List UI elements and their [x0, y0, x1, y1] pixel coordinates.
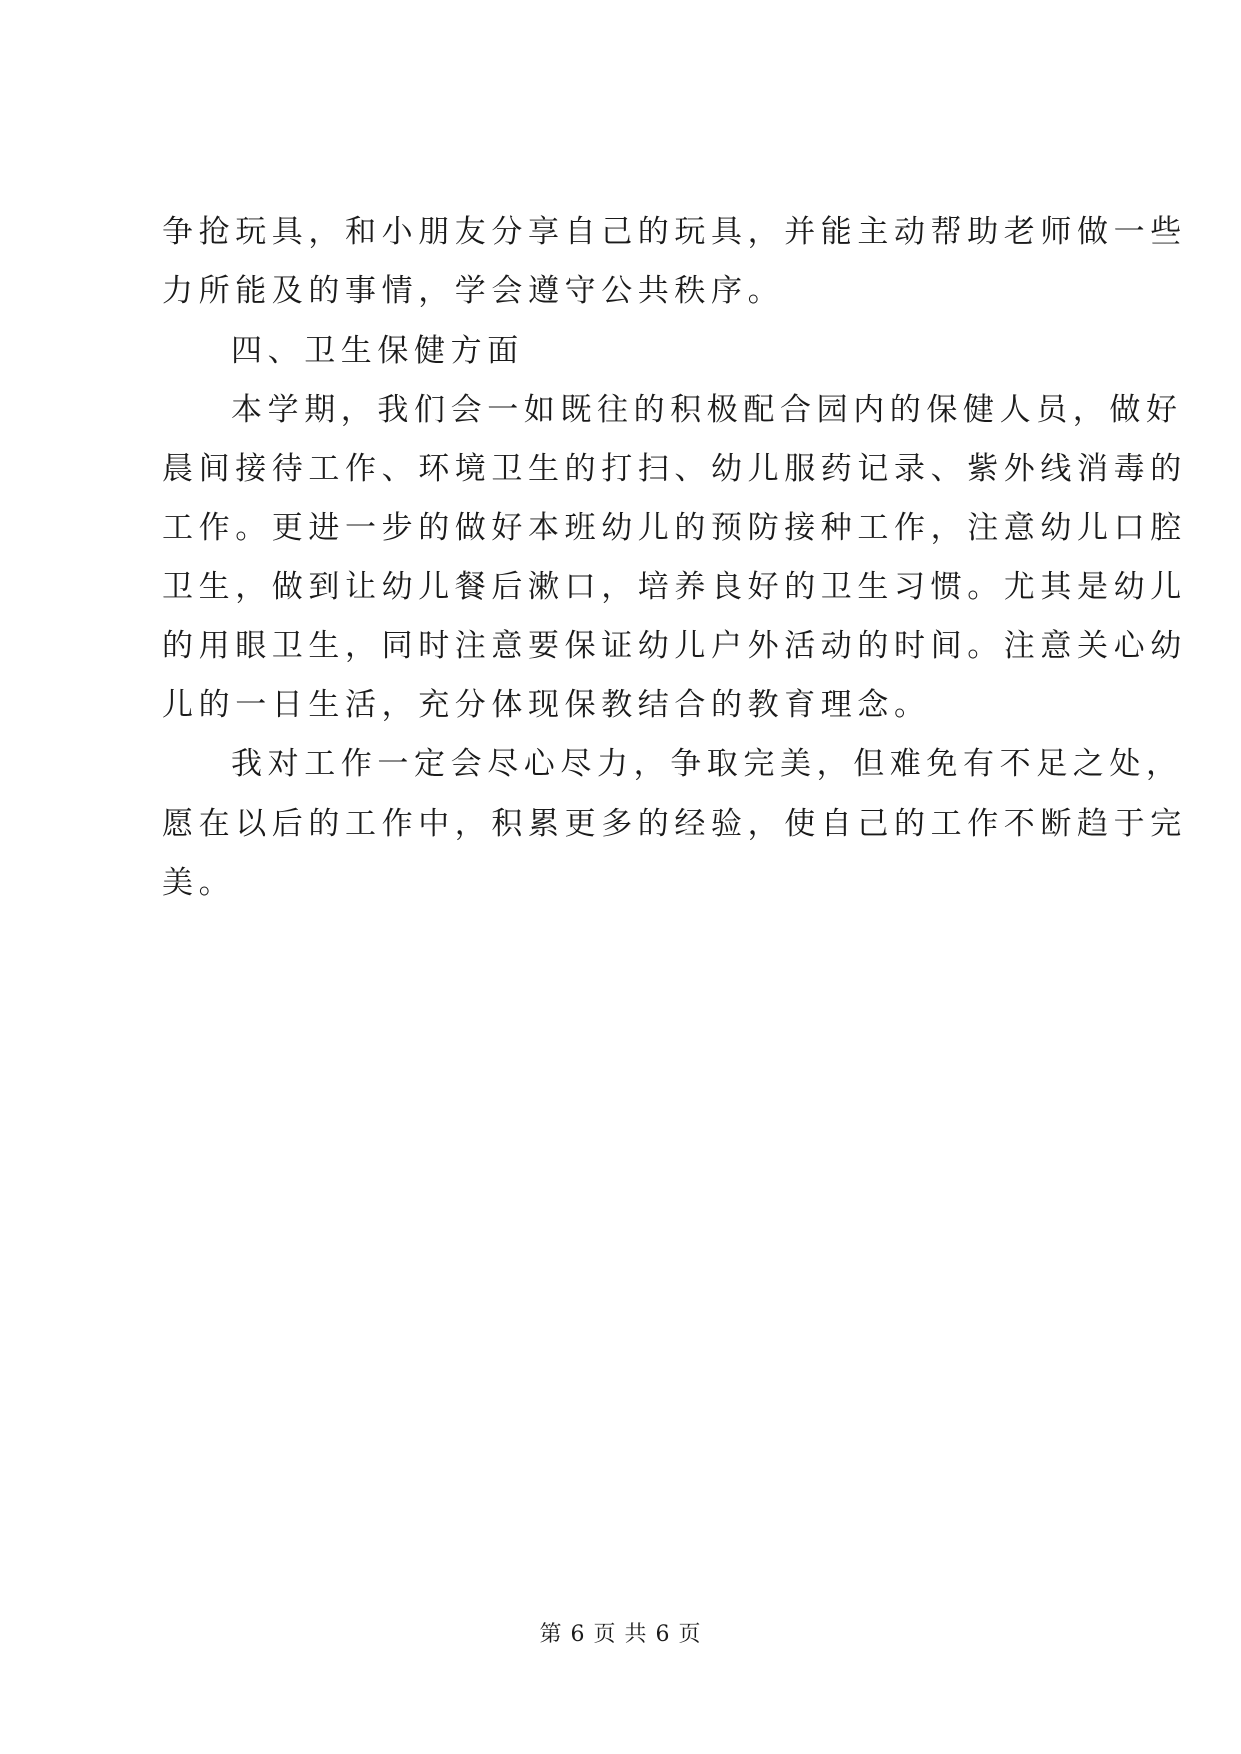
body-text-line: 的用眼卫生，同时注意要保证幼儿户外活动的时间。注意关心幼: [162, 628, 1187, 664]
body-text-line: 美。: [162, 865, 236, 901]
section-heading: 四、卫生保健方面: [231, 333, 524, 369]
body-text-line: 儿的一日生活，充分体现保教结合的教育理念。: [162, 687, 931, 723]
page-number-footer: 第 6 页 共 6 页: [539, 1622, 702, 1647]
body-text-line: 晨间接待工作、环境卫生的打扫、幼儿服药记录、紫外线消毒的: [162, 451, 1187, 487]
body-text-line: 工作。更进一步的做好本班幼儿的预防接种工作，注意幼儿口腔: [162, 510, 1187, 546]
body-text-line: 争抢玩具，和小朋友分享自己的玩具，并能主动帮助老师做一些: [162, 214, 1187, 250]
body-text-line: 力所能及的事情，学会遵守公共秩序。: [162, 273, 785, 309]
body-text-line: 愿在以后的工作中，积累更多的经验，使自己的工作不断趋于完: [162, 806, 1187, 842]
body-text-line: 我对工作一定会尽心尽力，争取完美，但难免有不足之处，: [231, 746, 1183, 782]
body-text-line: 卫生，做到让幼儿餐后漱口，培养良好的卫生习惯。尤其是幼儿: [162, 569, 1187, 605]
body-text-line: 本学期，我们会一如既往的积极配合园内的保健人员，做好: [231, 392, 1183, 428]
